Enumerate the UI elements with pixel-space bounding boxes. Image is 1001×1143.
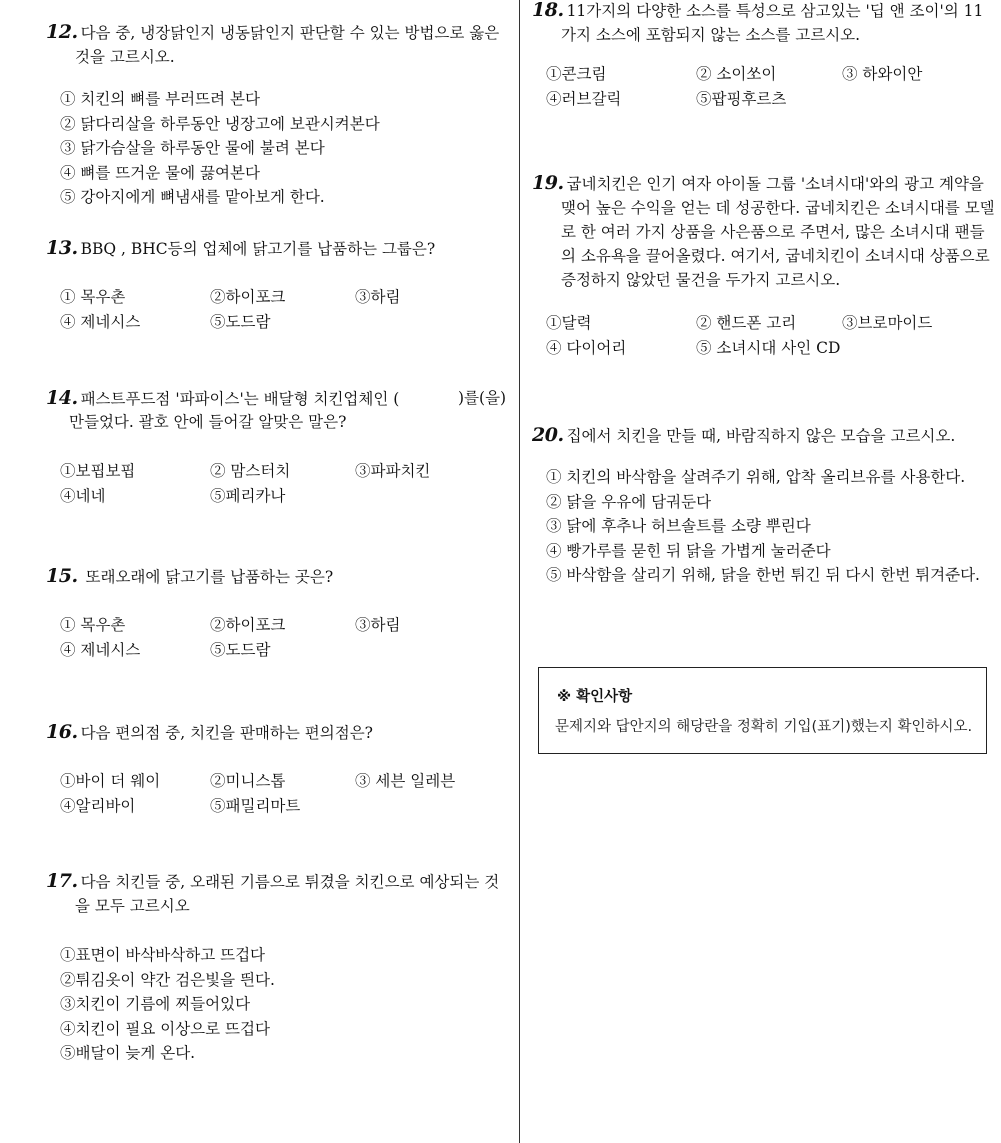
option[interactable]: ③하림 [355,288,401,306]
question-number: 19. [532,172,564,194]
question-number: 14. [46,387,78,409]
option[interactable]: ⑤ 소녀시대 사인 CD [696,338,841,357]
option[interactable]: ④ 빵가루를 묻힌 뒤 닭을 가볍게 눌러준다 [546,541,831,560]
question-text-part2: )를(을) [458,389,507,407]
option[interactable]: ④러브갈릭 [546,89,622,108]
question-text: 또래오래에 닭고기를 납품하는 곳은? [85,568,334,586]
options-15 [60,613,500,662]
question-number: 13. [46,237,78,259]
question-text: 다음 편의점 중, 치킨을 판매하는 편의점은? [80,724,373,742]
option[interactable]: ① 목우촌 [60,288,126,306]
options-17 [60,943,275,1066]
option[interactable]: ① 치킨의 바삭함을 살려주기 위해, 압착 올리브유를 사용한다. [546,468,966,486]
option[interactable]: ⑤페리카나 [210,486,286,505]
option[interactable]: ④네네 [60,486,106,505]
question-12 [46,20,512,69]
question-17 [46,869,512,918]
options-14 [60,459,500,508]
option[interactable]: ⑤패밀리마트 [210,796,301,815]
options-18 [546,62,986,111]
question-14 [46,386,512,434]
question-text: 집에서 치킨을 만들 때, 바람직하지 않은 모습을 고르시오. [566,427,956,445]
column-divider [519,0,520,1143]
option[interactable]: ② 닭을 우유에 담궈둔다 [546,492,712,511]
option[interactable]: ⑤도드람 [210,640,271,659]
option[interactable]: ③ 닭가슴살을 하루동안 물에 불려 본다 [60,139,325,157]
option[interactable]: ④알리바이 [60,796,136,815]
question-text-part3: 만들었다. 괄호 안에 들어갈 알맞은 말은? [69,413,347,431]
option[interactable]: ⑤ 바삭함을 살리기 위해, 닭을 한번 튀긴 뒤 다시 한번 튀겨준다. [546,566,980,584]
option[interactable]: ④ 제네시스 [60,312,141,331]
option[interactable]: ② 소이쏘이 [696,65,777,83]
question-number: 12. [46,21,78,43]
option[interactable]: ③ 세븐 일레븐 [355,772,456,790]
option[interactable]: ③ 닭에 후추나 허브솔트를 소량 뿌린다 [546,517,811,535]
question-20 [532,423,994,448]
option[interactable]: ④ 제네시스 [60,640,141,659]
option[interactable]: ③브로마이드 [842,314,933,332]
question-text: BBQ , BHC등의 업체에 닭고기를 납품하는 그룹은? [80,240,436,258]
options-13 [60,285,500,334]
question-18 [532,0,994,47]
option[interactable]: ④치킨이 필요 이상으로 뜨겁다 [60,1019,270,1038]
question-number: 18. [532,0,564,21]
question-text: 11가지의 다양한 소스를 특성으로 삼고있는 '딥 앤 조이'의 11가지 소스에 포함되지 않는 소스를 고르시오. [561,2,984,44]
option[interactable]: ①달력 [546,314,592,332]
option[interactable]: ① 목우촌 [60,616,126,634]
options-16 [60,769,500,818]
question-number: 20. [532,424,564,446]
options-20 [546,465,980,588]
option[interactable]: ⑤ 강아지에게 뼈냄새를 맡아보게 한다. [60,188,325,206]
option[interactable]: ①콘크림 [546,65,607,83]
question-text: 다음 치킨들 중, 오래된 기름으로 튀겼을 치킨으로 예상되는 것을 모두 고르시오 [75,873,500,915]
option[interactable]: ②튀김옷이 약간 검은빛을 띈다. [60,970,275,989]
option[interactable]: ② 닭다리살을 하루동안 냉장고에 보관시켜본다 [60,114,380,133]
question-13 [46,236,512,261]
question-number: 15. [46,565,78,587]
question-text-part1: 패스트푸드점 '파파이스'는 배달형 치킨업체인 ( [80,390,400,408]
option[interactable]: ②하이포크 [210,288,286,306]
option[interactable]: ②미니스톱 [210,772,286,790]
option[interactable]: ④ 뼈를 뜨거운 물에 끓여본다 [60,163,260,182]
notice-title: ※ 확인사항 [557,689,633,705]
question-number: 17. [46,870,78,892]
question-19 [532,171,996,292]
option[interactable]: ⑤도드람 [210,312,271,331]
question-number: 16. [46,721,78,743]
option[interactable]: ③파파치킨 [355,462,431,480]
option[interactable]: ⑤팝핑후르츠 [696,89,787,108]
options-19 [546,311,986,360]
notice-box [538,667,987,754]
option[interactable]: ③치킨이 기름에 찌들어있다 [60,995,251,1013]
option[interactable]: ②하이포크 [210,616,286,634]
question-15 [46,564,512,589]
option[interactable]: ①보핍보핍 [60,462,136,480]
question-text: 굽네치킨은 인기 여자 아이돌 그룹 '소녀시대'와의 광고 계약을 맺어 높은 수익을 얻는 데 성공한다. 굽네치킨은 소녀시대를 모델로 한 여러 가지 상품을 사은품으로 주면서, 많은 소녀시대 팬들의 소유욕을 끌어올렸다. 여기서, 굽네치킨이 소녀시대 상품으로 증정하지 않았던 물건을 두가지 고르시오. [561,175,995,289]
option[interactable]: ④ 다이어리 [546,338,627,357]
question-16 [46,720,512,745]
option[interactable]: ② 맘스터치 [210,462,291,480]
question-text: 다음 중, 냉장닭인지 냉동닭인지 판단할 수 있는 방법으로 옳은 것을 고르시오. [75,24,500,66]
notice-text: 문제지와 답안지의 해당란을 정확히 기입(표기)했는지 확인하시오. [555,719,973,735]
option[interactable]: ⑤배달이 늦게 온다. [60,1044,196,1062]
option[interactable]: ①표면이 바삭바삭하고 뜨겁다 [60,946,266,964]
options-12 [60,87,380,210]
option[interactable]: ③하림 [355,616,401,634]
option[interactable]: ③ 하와이안 [842,65,923,83]
option[interactable]: ① 치킨의 뼈를 부러뜨려 본다 [60,90,260,108]
option[interactable]: ② 핸드폰 고리 [696,314,797,332]
option[interactable]: ①바이 더 웨이 [60,772,161,790]
